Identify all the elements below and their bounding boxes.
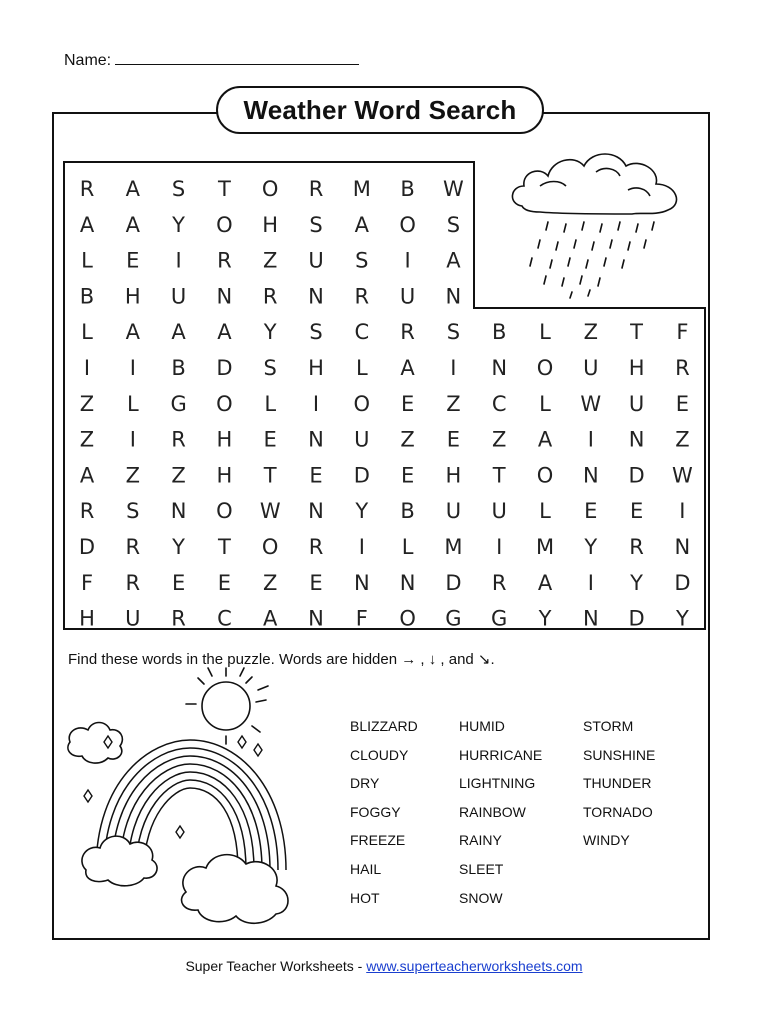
- grid-letter: A: [537, 427, 553, 452]
- grid-letter: Y: [584, 535, 598, 559]
- grid-letter: S: [171, 177, 186, 201]
- grid-letter: A: [217, 320, 232, 345]
- grid-letter: E: [400, 463, 415, 488]
- grid-letter: E: [217, 570, 232, 595]
- word-list-item: HURRICANE: [459, 746, 543, 763]
- word-list-item: SNOW: [459, 889, 503, 906]
- grid-letter: G: [491, 606, 508, 631]
- grid-border: [64, 162, 705, 629]
- grid-letter: O: [216, 499, 233, 524]
- grid-letter: H: [216, 463, 233, 488]
- grid-letter: R: [675, 356, 690, 380]
- grid-letter: A: [125, 320, 140, 345]
- grid-letter: S: [263, 356, 277, 380]
- word-list-item: BLIZZARD: [350, 718, 418, 734]
- grid-letter: Y: [172, 212, 186, 237]
- grid-letter: Z: [125, 463, 140, 488]
- name-label: Name:: [64, 52, 112, 69]
- grid-letter: E: [446, 427, 461, 452]
- grid-letter: C: [217, 606, 232, 631]
- grid-letter: U: [399, 284, 416, 309]
- grid-letter: E: [400, 391, 415, 416]
- grid-letter: N: [491, 356, 508, 380]
- grid-letter: U: [445, 499, 462, 524]
- grid-letter: N: [308, 284, 324, 309]
- grid-letter: E: [309, 570, 323, 595]
- word-list-item: CLOUDY: [350, 746, 409, 763]
- grid-letter: L: [81, 248, 93, 273]
- footer-prefix: Super Teacher Worksheets -: [185, 958, 367, 974]
- word-list-item: THUNDER: [583, 775, 652, 792]
- grid-letter: M: [444, 535, 463, 559]
- grid-letter: E: [309, 463, 323, 488]
- grid-letter: O: [399, 212, 416, 237]
- grid-letter: M: [535, 535, 555, 559]
- grid-letter: Z: [446, 391, 461, 416]
- footer-link[interactable]: www.superteacherworksheets.com: [366, 958, 583, 974]
- grid-letter: B: [79, 284, 95, 309]
- grid-letter: L: [539, 320, 551, 345]
- grid-letter: O: [399, 606, 416, 631]
- grid-letter: N: [628, 427, 645, 452]
- grid-letter: A: [354, 212, 369, 237]
- word-list-item: SLEET: [459, 860, 504, 877]
- grid-letter: D: [674, 570, 691, 595]
- grid-letter: I: [175, 248, 182, 273]
- grid-letter: E: [126, 248, 140, 273]
- grid-letter: E: [675, 391, 690, 416]
- grid-letter: N: [582, 463, 599, 488]
- word-list-item: STORM: [583, 718, 634, 734]
- grid-letter: B: [400, 499, 415, 524]
- grid-letter: I: [496, 535, 503, 559]
- grid-letter: N: [445, 284, 462, 309]
- word-list-item: FOGGY: [350, 803, 401, 820]
- grid-letter: A: [79, 212, 95, 237]
- grid-letter: Z: [400, 427, 415, 452]
- grid-letter: H: [628, 356, 645, 380]
- grid-letter: E: [629, 499, 644, 524]
- grid-letter: I: [83, 356, 91, 380]
- grid-letter: Y: [263, 320, 277, 345]
- grid-letter: A: [537, 570, 553, 595]
- grid-letter: O: [536, 463, 554, 488]
- grid-letter: H: [79, 606, 95, 631]
- word-list-item: FREEZE: [350, 832, 406, 849]
- grid-letter: A: [125, 177, 140, 201]
- grid-letter: R: [217, 248, 232, 273]
- grid-letter: R: [125, 535, 141, 559]
- grid-letter: N: [399, 570, 416, 595]
- grid-letter: I: [679, 499, 686, 524]
- grid-letter: R: [125, 570, 141, 595]
- grid-letter: D: [445, 570, 462, 595]
- grid-letter: B: [400, 177, 415, 201]
- grid-letter: Y: [630, 570, 644, 595]
- grid-letter: A: [446, 248, 461, 273]
- word-list-item: SUNSHINE: [583, 746, 656, 763]
- grid-letter: G: [170, 391, 187, 416]
- grid-letter: O: [353, 391, 371, 416]
- word-list-item: LIGHTNING: [459, 775, 536, 792]
- grid-letter: I: [312, 391, 320, 416]
- grid-letter: F: [355, 606, 368, 631]
- word-list-item: RAINBOW: [459, 803, 526, 820]
- grid-letter: L: [539, 391, 551, 416]
- grid-letter: B: [171, 356, 186, 380]
- grid-letter: A: [263, 606, 278, 631]
- grid-letter: N: [674, 535, 691, 559]
- grid-letter: U: [583, 356, 599, 380]
- grid-letter: R: [308, 177, 324, 201]
- grid-letter: I: [450, 356, 457, 380]
- grid-letter: S: [309, 212, 323, 237]
- grid-letter: R: [79, 177, 95, 201]
- grid-letter: N: [308, 606, 324, 631]
- word-list-item: RAINY: [459, 832, 502, 849]
- grid-letter: O: [261, 535, 279, 559]
- grid-letter: O: [216, 212, 233, 237]
- grid-letter: Z: [675, 427, 690, 452]
- grid-letter: O: [261, 177, 279, 201]
- grid-letter: D: [628, 606, 645, 631]
- grid-letter: U: [125, 606, 141, 631]
- grid-letter: T: [217, 177, 231, 201]
- grid-letter: T: [492, 463, 506, 488]
- grid-letter: H: [445, 463, 462, 488]
- word-list-column-3: [583, 712, 655, 855]
- instructions-text: Find these words in the puzzle. Words are hidden → , ↓ , and ↘.: [68, 651, 495, 668]
- grid-letter: H: [124, 284, 141, 309]
- grid-letter: R: [354, 284, 370, 309]
- grid-letter: R: [308, 535, 324, 559]
- grid-letter: U: [354, 427, 370, 452]
- grid-letter: D: [628, 463, 645, 488]
- grid-letter: A: [400, 356, 415, 380]
- grid-letter: N: [170, 499, 187, 524]
- grid-letter: L: [539, 499, 551, 524]
- grid-letter: T: [217, 535, 231, 559]
- grid-letter: C: [354, 320, 370, 345]
- grid-letter: D: [216, 356, 233, 380]
- grid-letter: O: [536, 356, 554, 380]
- grid-letter: Z: [263, 570, 278, 595]
- grid-letter: D: [78, 535, 96, 559]
- word-list-item: TORNADO: [583, 803, 653, 820]
- grid-letter: N: [308, 427, 324, 452]
- grid-letter: F: [80, 570, 94, 595]
- grid-letter: A: [125, 212, 140, 237]
- grid-letter: U: [491, 499, 507, 524]
- grid-letter: I: [587, 570, 594, 595]
- grid-letter: N: [353, 570, 370, 595]
- grid-letter: O: [216, 391, 233, 416]
- grid-letter: H: [216, 427, 233, 452]
- grid-letter: U: [308, 248, 324, 273]
- grid-letter: R: [79, 499, 95, 524]
- grid-letter: N: [582, 606, 599, 631]
- grid-letter: E: [263, 427, 277, 452]
- grid-letter: N: [216, 284, 233, 309]
- grid-letter: W: [672, 463, 693, 488]
- grid-letter: R: [171, 427, 186, 452]
- grid-letter: I: [129, 427, 136, 452]
- grid-letter: L: [264, 391, 277, 416]
- grid-letter: Z: [583, 320, 598, 345]
- word-list-column-2: [459, 712, 542, 912]
- grid-letter: T: [630, 320, 644, 345]
- grid-letter: Y: [538, 606, 552, 631]
- grid-letter: A: [171, 320, 186, 345]
- page-title: Weather Word Search: [216, 86, 544, 134]
- grid-letter: R: [629, 535, 644, 559]
- word-list-item: HOT: [350, 889, 380, 906]
- grid-letter: Z: [263, 248, 278, 273]
- grid-letter: I: [358, 535, 365, 559]
- grid-letter: R: [400, 320, 415, 345]
- grid-letter: E: [171, 570, 186, 595]
- grid-letter: Z: [492, 427, 507, 452]
- word-list-item: WINDY: [583, 832, 630, 849]
- grid-letter: W: [443, 177, 464, 201]
- grid-letter: S: [355, 248, 369, 273]
- grid-letter: I: [404, 248, 411, 273]
- grid-letter: A: [79, 463, 95, 488]
- grid-letter: R: [491, 570, 507, 595]
- grid-letter: H: [262, 212, 279, 237]
- grid-letter: W: [580, 391, 602, 416]
- grid-letter: I: [129, 356, 136, 380]
- grid-letter: S: [446, 212, 461, 237]
- grid-letter: E: [584, 499, 598, 524]
- grid-letter: H: [308, 356, 324, 380]
- grid-letter: L: [401, 535, 414, 559]
- grid-letter: Y: [355, 499, 369, 524]
- grid-letter: L: [126, 391, 139, 416]
- grid-letter: U: [628, 391, 645, 416]
- grid-letter: Y: [172, 535, 186, 559]
- grid-letter: U: [170, 284, 187, 309]
- word-list-column-1: [350, 712, 418, 912]
- grid-letter: B: [491, 320, 507, 345]
- grid-letter: S: [309, 320, 323, 345]
- grid-letter: Z: [79, 391, 95, 416]
- grid-letter: F: [676, 320, 689, 345]
- grid-letter: C: [491, 391, 507, 416]
- grid-letter: I: [587, 427, 594, 452]
- grid-letter: D: [353, 463, 370, 488]
- grid-letter: R: [262, 284, 278, 309]
- word-list-item: DRY: [350, 775, 380, 792]
- grid-letter: S: [446, 320, 461, 345]
- word-list-item: HUMID: [459, 718, 505, 734]
- word-list-item: HAIL: [350, 860, 382, 877]
- grid-letter: M: [352, 177, 371, 201]
- grid-letter: Y: [675, 606, 689, 631]
- grid-letter: Z: [79, 427, 95, 452]
- grid-letter: N: [308, 499, 324, 524]
- grid-letter: L: [81, 320, 93, 345]
- grid-letter: G: [445, 606, 462, 631]
- grid-letter: W: [259, 499, 281, 524]
- grid-letter: T: [263, 463, 277, 488]
- footer: [0, 958, 768, 974]
- grid-letter: Z: [171, 463, 186, 488]
- grid-letter: S: [126, 499, 140, 524]
- grid-letter: R: [171, 606, 186, 631]
- grid-letter: L: [355, 356, 368, 380]
